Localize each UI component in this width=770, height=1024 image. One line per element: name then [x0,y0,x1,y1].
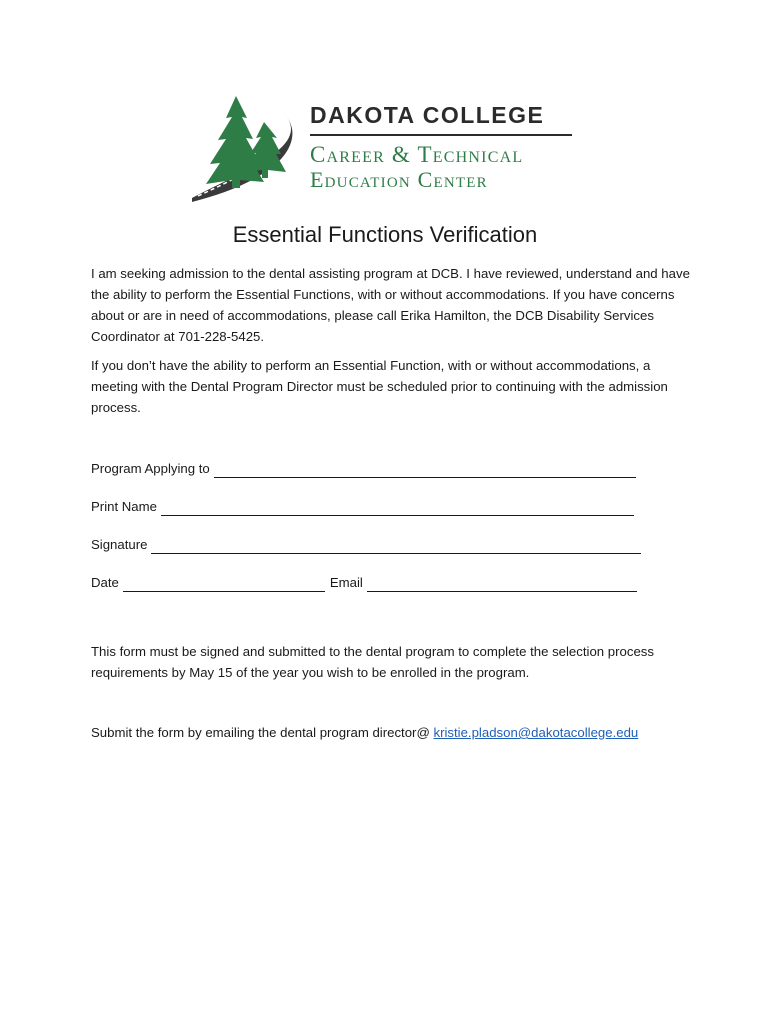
program-blank-line[interactable] [214,463,636,478]
signature-blank-line[interactable] [151,539,641,554]
college-logo [188,92,588,204]
email-label: Email [329,575,363,590]
print-name-blank-line[interactable] [161,501,634,516]
date-label: Date [91,575,119,590]
logo-subtitle-line2: Education Center [310,167,488,192]
submission-deadline-paragraph: This form must be signed and submitted to the dental program to complete the selection process requirements by May 15 of the year you wish to be enrolled in the program. [91,644,654,680]
program-field[interactable] [91,460,636,478]
print-name-label: Print Name [91,499,157,514]
logo-college-name: DAKOTA COLLEGE [310,102,545,128]
logo-divider [310,134,572,136]
submit-instructions-text: Submit the form by emailing the dental program director@ [91,725,434,740]
document-title: Essential Functions Verification [232,222,538,247]
pine-trees-logo-icon [188,92,303,204]
submit-instructions [91,722,691,743]
date-email-row [91,574,637,592]
logo-wordmark [310,102,590,192]
logo-subtitle-line1: Career & Technical [310,142,524,167]
signature-field[interactable] [91,536,641,554]
date-blank-line[interactable] [123,577,325,592]
signature-label: Signature [91,537,148,552]
director-email-link[interactable]: kristie.pladson@dakotacollege.edu [433,725,639,740]
intro-paragraph: I am seeking admission to the dental assisting program at DCB. I have reviewed, understand and have the ability to perform the Essential Functions, with or without accommodations. If you have concerns about or are in need of accommodations, please call Erika Hamilton, the DCB Disability Services Coordinator at 701-228-5425. [91,266,690,344]
email-blank-line[interactable] [367,577,637,592]
accommodation-paragraph: If you don’t have the ability to perform an Essential Function, with or without accommodations, a meeting with the Dental Program Director must be scheduled prior to continuing with the admission process. [91,358,668,415]
program-label: Program Applying to [91,461,210,476]
print-name-field[interactable] [91,498,634,516]
